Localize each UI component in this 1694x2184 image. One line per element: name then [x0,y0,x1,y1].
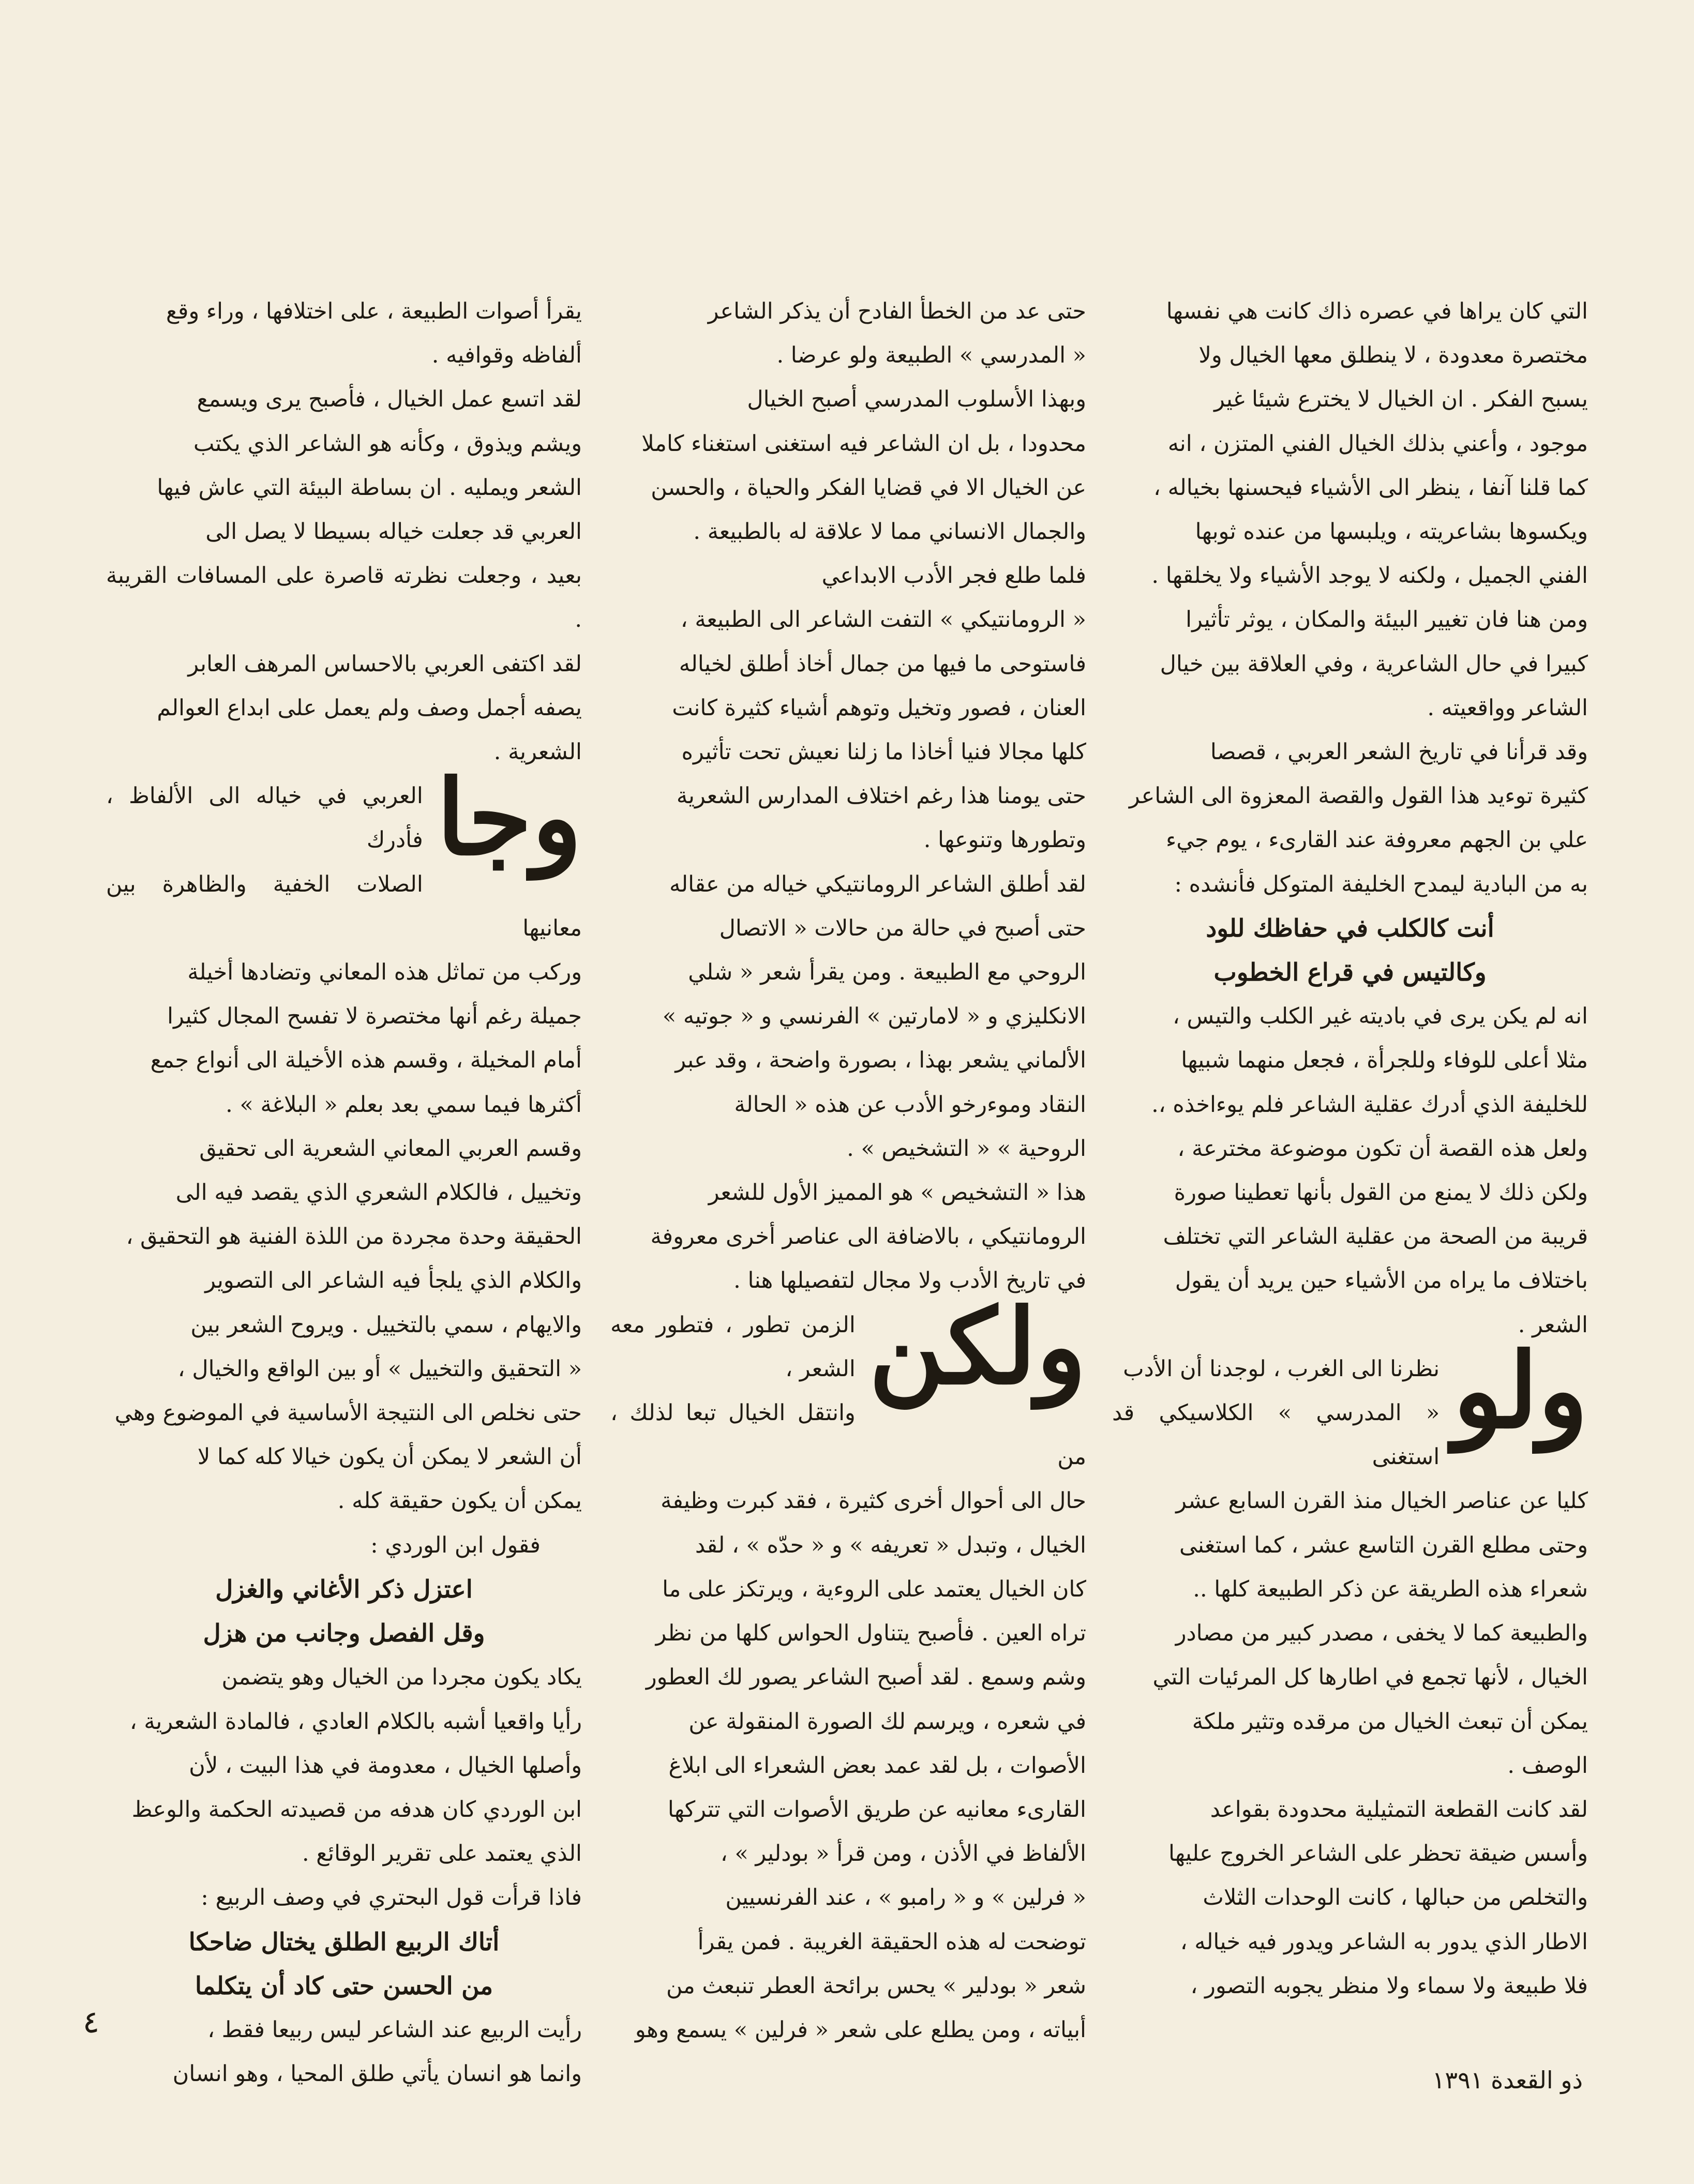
text-line: أن الشعر لا يمكن أن يكون خيالا كله كما لا [197,1444,582,1470]
drop-cap: ولو [1453,1330,1588,1452]
text-line: يقرأ أصوات الطبيعة ، على اختلافها ، وراء وقع [166,298,582,324]
text-line: والجمال الانساني مما لا علاقة له بالطبيعة . [693,519,1086,545]
text-line: كثيرة توءيد هذا القول والقصة المعزوة الى الشاعر [1129,783,1588,809]
text-line: العربي قد جعلت خياله بسيطا لا يصل الى [205,519,582,545]
text-line: موجود ، وأعني بذلك الخيال الفني المتزن ، انه [1167,430,1588,457]
text-line: فلا طبيعة ولا سماء ولا منظر يجوبه التصور ، [1190,1972,1588,1999]
text-line: وتخييل ، فالكلام الشعري الذي يقصد فيه الى [175,1180,582,1206]
text-line: يسبح الفكر . ان الخيال لا يخترع شيئا غير [1214,386,1588,413]
text-line: الرومانتيكي ، بالاضافة الى عناصر أخرى معروفة [650,1224,1086,1250]
paragraph [610,554,1086,862]
text-line: به من البادية ليمدح الخليفة المتوكل فأنشده : [1174,871,1588,897]
text-line: وتطورها وتنوعها . [923,827,1086,853]
text-line: لقد اكتفى العربي بالاحساس المرهف العابر [188,651,582,677]
drop-cap: وجا [436,757,582,879]
issue-date-footer: ذو القعدة ١٣٩١ [1432,2066,1583,2094]
paragraph [610,378,1086,554]
paragraph [106,1655,582,1876]
text-column-left [106,290,582,2096]
text-line: ويشم ويذوق ، وكأنه هو الشاعر الذي يكتب [193,430,582,457]
text-line: قريبة من الصحة من عقلية الشاعر التي تختلف [1163,1224,1588,1250]
text-line: يمكن أن يكون حقيقة كله . [337,1488,582,1514]
paragraph-dropcap [1112,1330,1588,1788]
text-line: رأيت الربيع عند الشاعر ليس ربيعا فقط ، [207,2016,582,2043]
paragraph-dropcap [610,1286,1086,2052]
text-line: حتى نخلص الى النتيجة الأساسية في الموضوع وهي [114,1400,582,1426]
text-line: أبياته ، ومن يطلع على شعر « فرلين » يسمع وهو [635,2016,1086,2043]
verse-line: أتاك الربيع الطلق يختال ضاحكا [188,1927,500,1956]
text-line: لقد أطلق الشاعر الرومانتيكي خياله من عقاله [669,871,1086,897]
text-line: الصلات الخفية والظاهرة بين معانيها [106,871,582,941]
text-line: ومن هنا فان تغيير البيئة والمكان ، يوثر تأثيرا [1186,607,1588,633]
text-line: الشعر . [1518,1312,1588,1338]
text-line: الزمن تطور ، فتطور معه الشعر ، [610,1312,856,1382]
text-line: وأسس ضيقة تحظر على الشاعر الخروج عليها [1168,1841,1588,1867]
text-line: عن الخيال الا في قضايا الفكر والحياة ، والحسن [651,474,1086,501]
paragraph-dropcap [106,757,582,1127]
paragraph [1112,290,1588,730]
text-line: أمام المخيلة ، وقسم هذه الأخيلة الى أنواع جمع [150,1047,582,1074]
text-line: الخيال ، وتبدل « تعريفه » و « حدّه » ، لقد [695,1532,1086,1558]
text-line: انه لم يكن يرى في باديته غير الكلب والتيس ، [1172,1003,1588,1030]
text-line: وركب من تماثل هذه المعاني وتضادها أخيلة [187,959,582,986]
text-line: الحقيقة وحدة مجردة من اللذة الفنية هو التحقيق ، [126,1224,582,1250]
text-line: الخيال ، لأنها تجمع في اطارها كل المرئيات التي [1152,1664,1588,1691]
text-line: وانما هو انسان يأتي طلق المحيا ، وهو انسان [172,2061,582,2087]
text-line: توضحت له هذه الحقيقة الغريبة . فمن يقرأ [697,1929,1086,1955]
verse-line: وقل الفصل وجانب من هزل [203,1619,485,1648]
text-line: شعراء هذه الطريقة عن ذكر الطبيعة كلها .. [1193,1576,1588,1602]
text-line: التي كان يراها في عصره ذاك كانت هي نفسها [1166,298,1588,324]
text-line: فاستوحى ما فيها من جمال أخاذ أطلق لخياله [679,651,1086,677]
text-line: الوصف . [1507,1752,1588,1779]
text-line: « الرومانتيكي » التفت الشاعر الى الطبيعة ، [680,607,1086,633]
text-line: وقد قرأنا في تاريخ الشعر العربي ، قصصا [1210,739,1588,765]
text-line: شعر « بودلير » يحس برائحة العطر تنبعث من [666,1972,1086,1999]
verse-line: من الحسن حتى كاد أن يتكلما [194,1971,493,2000]
drop-cap: ولكن [868,1286,1086,1408]
text-line: ألفاظه وقوافيه . [431,342,582,369]
text-line: وأصلها الخيال ، معدومة في هذا البيت ، لأن [189,1752,582,1779]
text-line: « التحقيق والتخييل » أو بين الواقع والخيال ، [177,1355,582,1382]
text-line: الروحية » « التشخيص » . [847,1135,1086,1162]
paragraph [1112,730,1588,907]
text-line: تراه العين . فأصبح يتناول الحواس كلها من نظر [655,1620,1086,1647]
text-line: بعيد ، وجعلت نظرته قاصرة على المسافات القريبة . [106,563,582,633]
text-line: حال الى أحوال أخرى كثيرة ، فقد كبرت وظيفة [661,1488,1086,1514]
verse-line: أنت كالكلب في حفاظك للود [1206,914,1494,943]
text-column-middle [610,290,1086,2052]
text-column-right [1112,290,1588,2008]
text-line: العنان ، فصور وتخيل وتوهم أشياء كثيرة كانت [672,695,1086,721]
text-line: « المدرسي » الكلاسيكي قد استغنى [1112,1400,1440,1470]
text-line: حتى عد من الخطأ الفادح أن يذكر الشاعر [708,298,1086,324]
text-line: العربي في خياله الى الألفاظ ، فأدرك [106,783,423,853]
text-line: يكاد يكون مجردا من الخيال وهو يتضمن [221,1664,582,1691]
text-line: والكلام الذي يلجأ فيه الشاعر الى التصوير [205,1268,582,1294]
paragraph [1112,1788,1588,2008]
text-line: لقد اتسع عمل الخيال ، فأصبح يرى ويسمع [197,386,582,413]
text-line: وحتى مطلع القرن التاسع عشر ، كما استغنى [1179,1532,1588,1558]
text-line: وشم وسمع . لقد أصبح الشاعر يصور لك العطور [646,1664,1086,1691]
text-line: وقسم العربي المعاني الشعرية الى تحقيق [199,1135,582,1162]
text-line: الأصوات ، بل لقد عمد بعض الشعراء الى ابلاغ [668,1752,1086,1779]
text-line: الشاعر وواقعيته . [1427,695,1588,721]
text-line: مختصرة معدودة ، لا ينطلق معها الخيال ولا [1198,342,1588,369]
text-line: الشعر ويمليه . ان بساطة البيئة التي عاش فيها [157,474,582,501]
text-line: هذا « التشخيص » هو المميز الأول للشعر [708,1180,1086,1206]
text-line: الألفاظ في الأذن ، ومن قرأ « بودلير » ، [720,1841,1086,1867]
paragraph [106,1127,582,1524]
text-line: القارىء معانيه عن طريق الأصوات التي تتركها [667,1796,1086,1822]
text-line: ولكن ذلك لا يمنع من القول بأنها تعطينا صورة [1174,1180,1588,1206]
text-line: والايهام ، سمي بالتخييل . ويروح الشعر بين [190,1312,582,1338]
text-line: ابن الوردي كان هدفه من قصيدته الحكمة والوعظ [131,1796,582,1822]
text-line: رأيا واقعيا أشبه بالكلام العادي ، فالمادة الشعرية ، [129,1708,582,1735]
verse-line: وكالتيس في قراع الخطوب [1213,958,1487,987]
paragraph [1112,995,1588,1347]
text-line: حتى يومنا هذا رغم اختلاف المدارس الشعرية [676,783,1086,809]
text-line: الشعرية . [493,739,582,765]
text-line: الانكليزي و « لامارتين » الفرنسي و « جوتيه » [662,1003,1086,1030]
text-line: والطبيعة كما لا يخفى ، مصدر كبير من مصادر [1175,1620,1588,1647]
paragraph [106,290,582,378]
text-line: كلها مجالا فنيا أخاذا ما زلنا نعيش تحت تأثيره [681,739,1086,765]
text-line: ولعل هذه القصة أن تكون موضوعة مخترعة ، [1177,1135,1588,1162]
text-line: في شعره ، ويرسم لك الصورة المنقولة عن [688,1708,1086,1735]
text-line: فلما طلع فجر الأدب الابداعي [821,563,1086,589]
paragraph [610,290,1086,378]
text-line: يمكن أن تبعث الخيال من مرقده وتثير ملكة [1192,1708,1588,1735]
text-line: باختلاف ما يراه من الأشياء حين يريد أن يقول [1175,1268,1588,1294]
text-line: ويكسوها بشاعريته ، ويلبسها من عنده ثوبها [1195,519,1588,545]
text-line: كليا عن عناصر الخيال منذ القرن السابع عشر [1176,1488,1588,1514]
text-line: كما قلنا آنفا ، ينظر الى الأشياء فيحسنها بخياله ، [1153,474,1588,501]
text-line: حتى أصبح في حالة من حالات « الاتصال [719,915,1086,941]
text-line: « المدرسي » الطبيعة ولو عرضا . [776,342,1086,369]
text-line: فاذا قرأت قول البحتري في وصف الربيع : [201,1885,582,1911]
text-line: في تاريخ الأدب ولا مجال لتفصيلها هنا . [733,1268,1086,1294]
paragraph [610,863,1086,1171]
text-line: محدودا ، بل ان الشاعر فيه استغنى استغناء كاملا [641,430,1086,457]
text-line: مثلا أعلى للوفاء وللجرأة ، فجعل منهما شبيها [1181,1047,1588,1074]
text-line: علي بن الجهم معروفة عند القارىء ، يوم جيء [1166,827,1588,853]
text-line: الروحي مع الطبيعة . ومن يقرأ شعر « شلي [688,959,1086,986]
verse-line: اعتزل ذكر الأغاني والغزل [215,1575,473,1604]
text-line: جميلة رغم أنها مختصرة لا تفسح المجال كثيرا [167,1003,582,1030]
text-line: الذي يعتمد على تقرير الوقائع . [302,1841,582,1867]
text-line: الفني الجميل ، ولكنه لا يوجد الأشياء ولا يخلقها . [1151,563,1588,589]
text-line: والتخلص من حبالها ، كانت الوحدات الثلاث [1203,1885,1588,1911]
text-line: كان الخيال يعتمد على الروءية ، ويرتكز على ما [662,1576,1086,1602]
text-line: كبيرا في حال الشاعرية ، وفي العلاقة بين خيال [1160,651,1588,677]
text-line: النقاد وموءرخو الأدب عن هذه « الحالة [734,1091,1086,1118]
text-line: « فرلين » و « رامبو » ، عند الفرنسيين [725,1885,1086,1911]
paragraph [106,2008,582,2096]
text-line: فقول ابن الوردي : [370,1532,541,1558]
paragraph [106,378,582,774]
text-line: وبهذا الأسلوب المدرسي أصبح الخيال [747,386,1086,413]
text-line: وانتقل الخيال تبعا لذلك ، من [610,1400,1086,1470]
page-number: ٤ [83,2004,100,2040]
text-line: الاطار الذي يدور به الشاعر ويدور فيه خياله ، [1180,1929,1588,1955]
text-line: لقد كانت القطعة التمثيلية محدودة بقواعد [1210,1796,1588,1822]
text-line: الألماني يشعر بهذا ، بصورة واضحة ، وقد عبر [675,1047,1086,1074]
text-line: يصفه أجمل وصف ولم يعمل على ابداع العوالم [157,695,582,721]
text-line: أكثرها فيما سمي بعد بعلم « البلاغة » . [226,1091,582,1118]
paragraph [610,1171,1086,1303]
text-line: نظرنا الى الغرب ، لوجدنا أن الأدب [1123,1355,1440,1382]
text-line: للخليفة الذي أدرك عقلية الشاعر فلم يوءاخذه ،. [1151,1091,1588,1118]
